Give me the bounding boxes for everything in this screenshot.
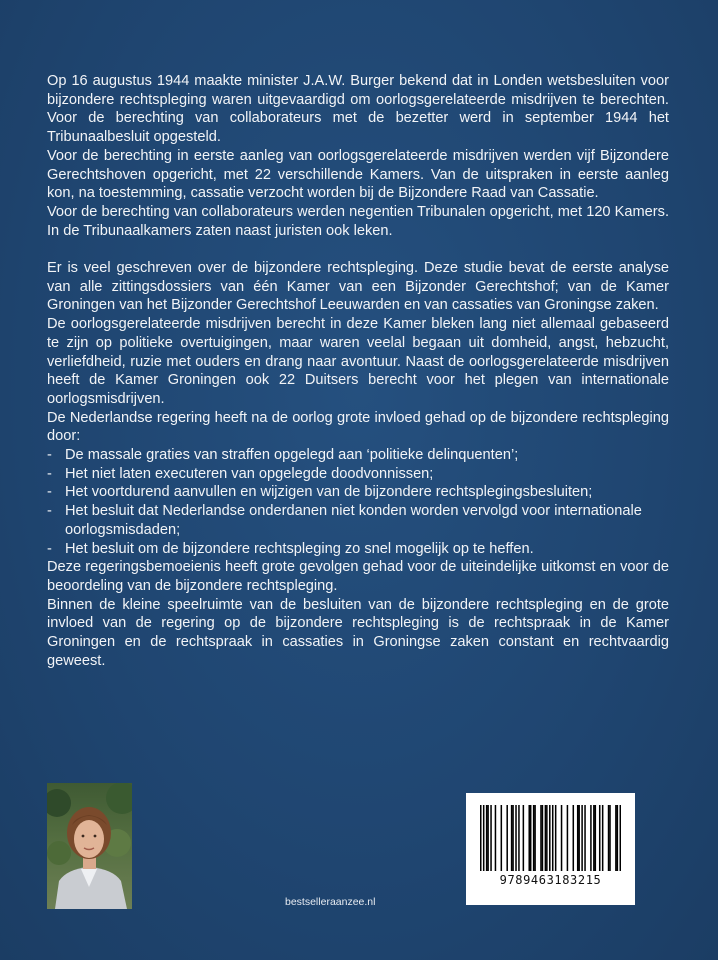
barcode-bar: [518, 805, 520, 871]
barcode-bar: [533, 805, 535, 871]
list-item: - Het besluit dat Nederlandse onderdanen niet konden worden vervolgd voor internationale oorlogsmisdaden;: [47, 503, 642, 538]
barcode-bar: [573, 805, 575, 871]
paragraph: Binnen de kleine speelruimte van de besluiten van de bijzondere rechtspleging en de grote invloed van de regering op de bijzondere rechtspleging is de rechtspraak in de Kamer Groningen en de rechtspraak in cassaties in Groningse zaken constant en rechtvaardig geweest.: [47, 596, 669, 669]
barcode-bar: [530, 805, 532, 871]
barcode-bar: [599, 805, 601, 871]
publisher-website: bestselleraanzee.nl: [285, 896, 376, 908]
barcode-bars: [480, 805, 621, 871]
paragraph: De oorlogsgerelateerde misdrijven berecht in deze Kamer bleken lang niet allemaal gebaseerd te zijn op politieke overtuigingen, maar waren veelal begaan uit domheid, angst, hebzucht, verliefdheid, ruzie met ouders en drang naar avontuur. Naast de oorlogsgerelateerde misdrijven heeft de Kamer Groningen ook 22 Duitsers berecht voor het plegen van internationale oorlogsmisdrijven.: [47, 316, 669, 407]
barcode-bar: [523, 805, 525, 871]
barcode-bar: [483, 805, 485, 871]
barcode-bar: [595, 805, 597, 871]
barcode-bar: [617, 805, 619, 871]
barcode-bar: [567, 805, 569, 871]
barcode-bar: [590, 805, 592, 871]
dash-bullet: -: [47, 447, 52, 464]
barcode-bar: [501, 805, 503, 871]
author-photo: [47, 783, 132, 909]
influence-list: [47, 446, 669, 558]
paragraph: Deze regeringsbemoeienis heeft grote gevolgen gehad voor de uiteindelijke uitkomst en voor de beoordeling van de bijzondere rechtspleging.: [47, 559, 669, 594]
barcode-bar: [609, 805, 611, 871]
barcode-bar: [593, 805, 595, 871]
barcode-bar: [545, 805, 547, 871]
barcode-bar: [512, 805, 514, 871]
barcode-bar: [602, 805, 604, 871]
list-item: - Het besluit om de bijzondere rechtspleging zo snel mogelijk op te heffen.: [47, 540, 534, 557]
author-photo-image: [47, 783, 132, 909]
paragraph: De Nederlandse regering heeft na de oorlog grote invloed gehad op de bijzondere rechtspleging door:: [47, 409, 669, 445]
barcode-bar: [515, 805, 517, 871]
barcode-bar: [561, 805, 563, 871]
barcode-bar: [584, 805, 586, 871]
dash-bullet: -: [47, 540, 52, 557]
dash-bullet: -: [47, 465, 52, 482]
paragraph: Op 16 augustus 1944 maakte minister J.A.W. Burger bekend dat in Londen wetsbesluiten voor bijzondere rechtspleging waren uitgevaardigd om oorlogsgerelateerde misdrijven te berechten. Voor de berechting van collaborateurs met de bezetter werd in september 1944 het Tribunaalbesluit opgesteld.: [47, 73, 669, 146]
barcode-bar: [534, 805, 536, 871]
barcode-bar: [480, 805, 482, 871]
barcode-bar: [528, 805, 530, 871]
barcode-bar: [486, 805, 488, 871]
barcode-bar: [549, 805, 551, 871]
barcode-bar: [490, 805, 492, 871]
barcode-bar: [578, 805, 580, 871]
barcode-bar: [495, 805, 497, 871]
barcode-bar: [581, 805, 583, 871]
paragraph-gap: [47, 240, 669, 259]
list-item: - Het niet laten executeren van opgelegde doodvonnissen;: [47, 465, 434, 482]
list-item: - Het voortdurend aanvullen en wijzigen van de bijzondere rechtsplegingsbesluiten;: [47, 484, 593, 501]
barcode-bar: [555, 805, 557, 871]
isbn-number: 9789463183215: [499, 873, 602, 887]
paragraph: Voor de berechting in eerste aanleg van oorlogsgerelateerde misdrijven werden vijf Bijzondere Gerechtshoven opgericht, met 22 verschillende Kamers. Van de uitspraken in eerste aanleg kon, na toestemming, cassatie verzocht worden bij de Bijzondere Raad van Cassatie.: [47, 147, 669, 202]
barcode-bar: [540, 805, 542, 871]
paragraph: Er is veel geschreven over de bijzondere rechtspleging. Deze studie bevat de eerste analyse van alle zittingsdossiers van één Kamer van een Bijzonder Gerechtshof; van de Kamer Groningen van het Bijzonder Gerechtshof Leeuwarden en van cassaties van Groningse zaken.: [47, 260, 669, 314]
barcode-bar: [552, 805, 554, 871]
barcode-bar: [608, 805, 610, 871]
barcode-bar: [620, 805, 621, 871]
dash-bullet: -: [47, 484, 52, 501]
barcode-bar: [506, 805, 508, 871]
barcode-bar: [487, 805, 489, 871]
back-cover-text: [47, 72, 669, 670]
isbn-barcode: [466, 793, 635, 905]
dash-bullet: -: [47, 503, 52, 520]
barcode-bar: [577, 805, 579, 871]
barcode-bar: [546, 805, 548, 871]
list-item: - De massale graties van straffen opgelegd aan ‘politieke delinquenten’;: [47, 447, 519, 464]
barcode-bar: [511, 805, 513, 871]
barcode-bar: [615, 805, 617, 871]
paragraph: Voor de berechting van collaborateurs werden negentien Tribunalen opgericht, met 120 Kamers. In de Tribunaalkamers zaten naast juristen ook leken.: [47, 203, 669, 239]
barcode-bar: [542, 805, 544, 871]
